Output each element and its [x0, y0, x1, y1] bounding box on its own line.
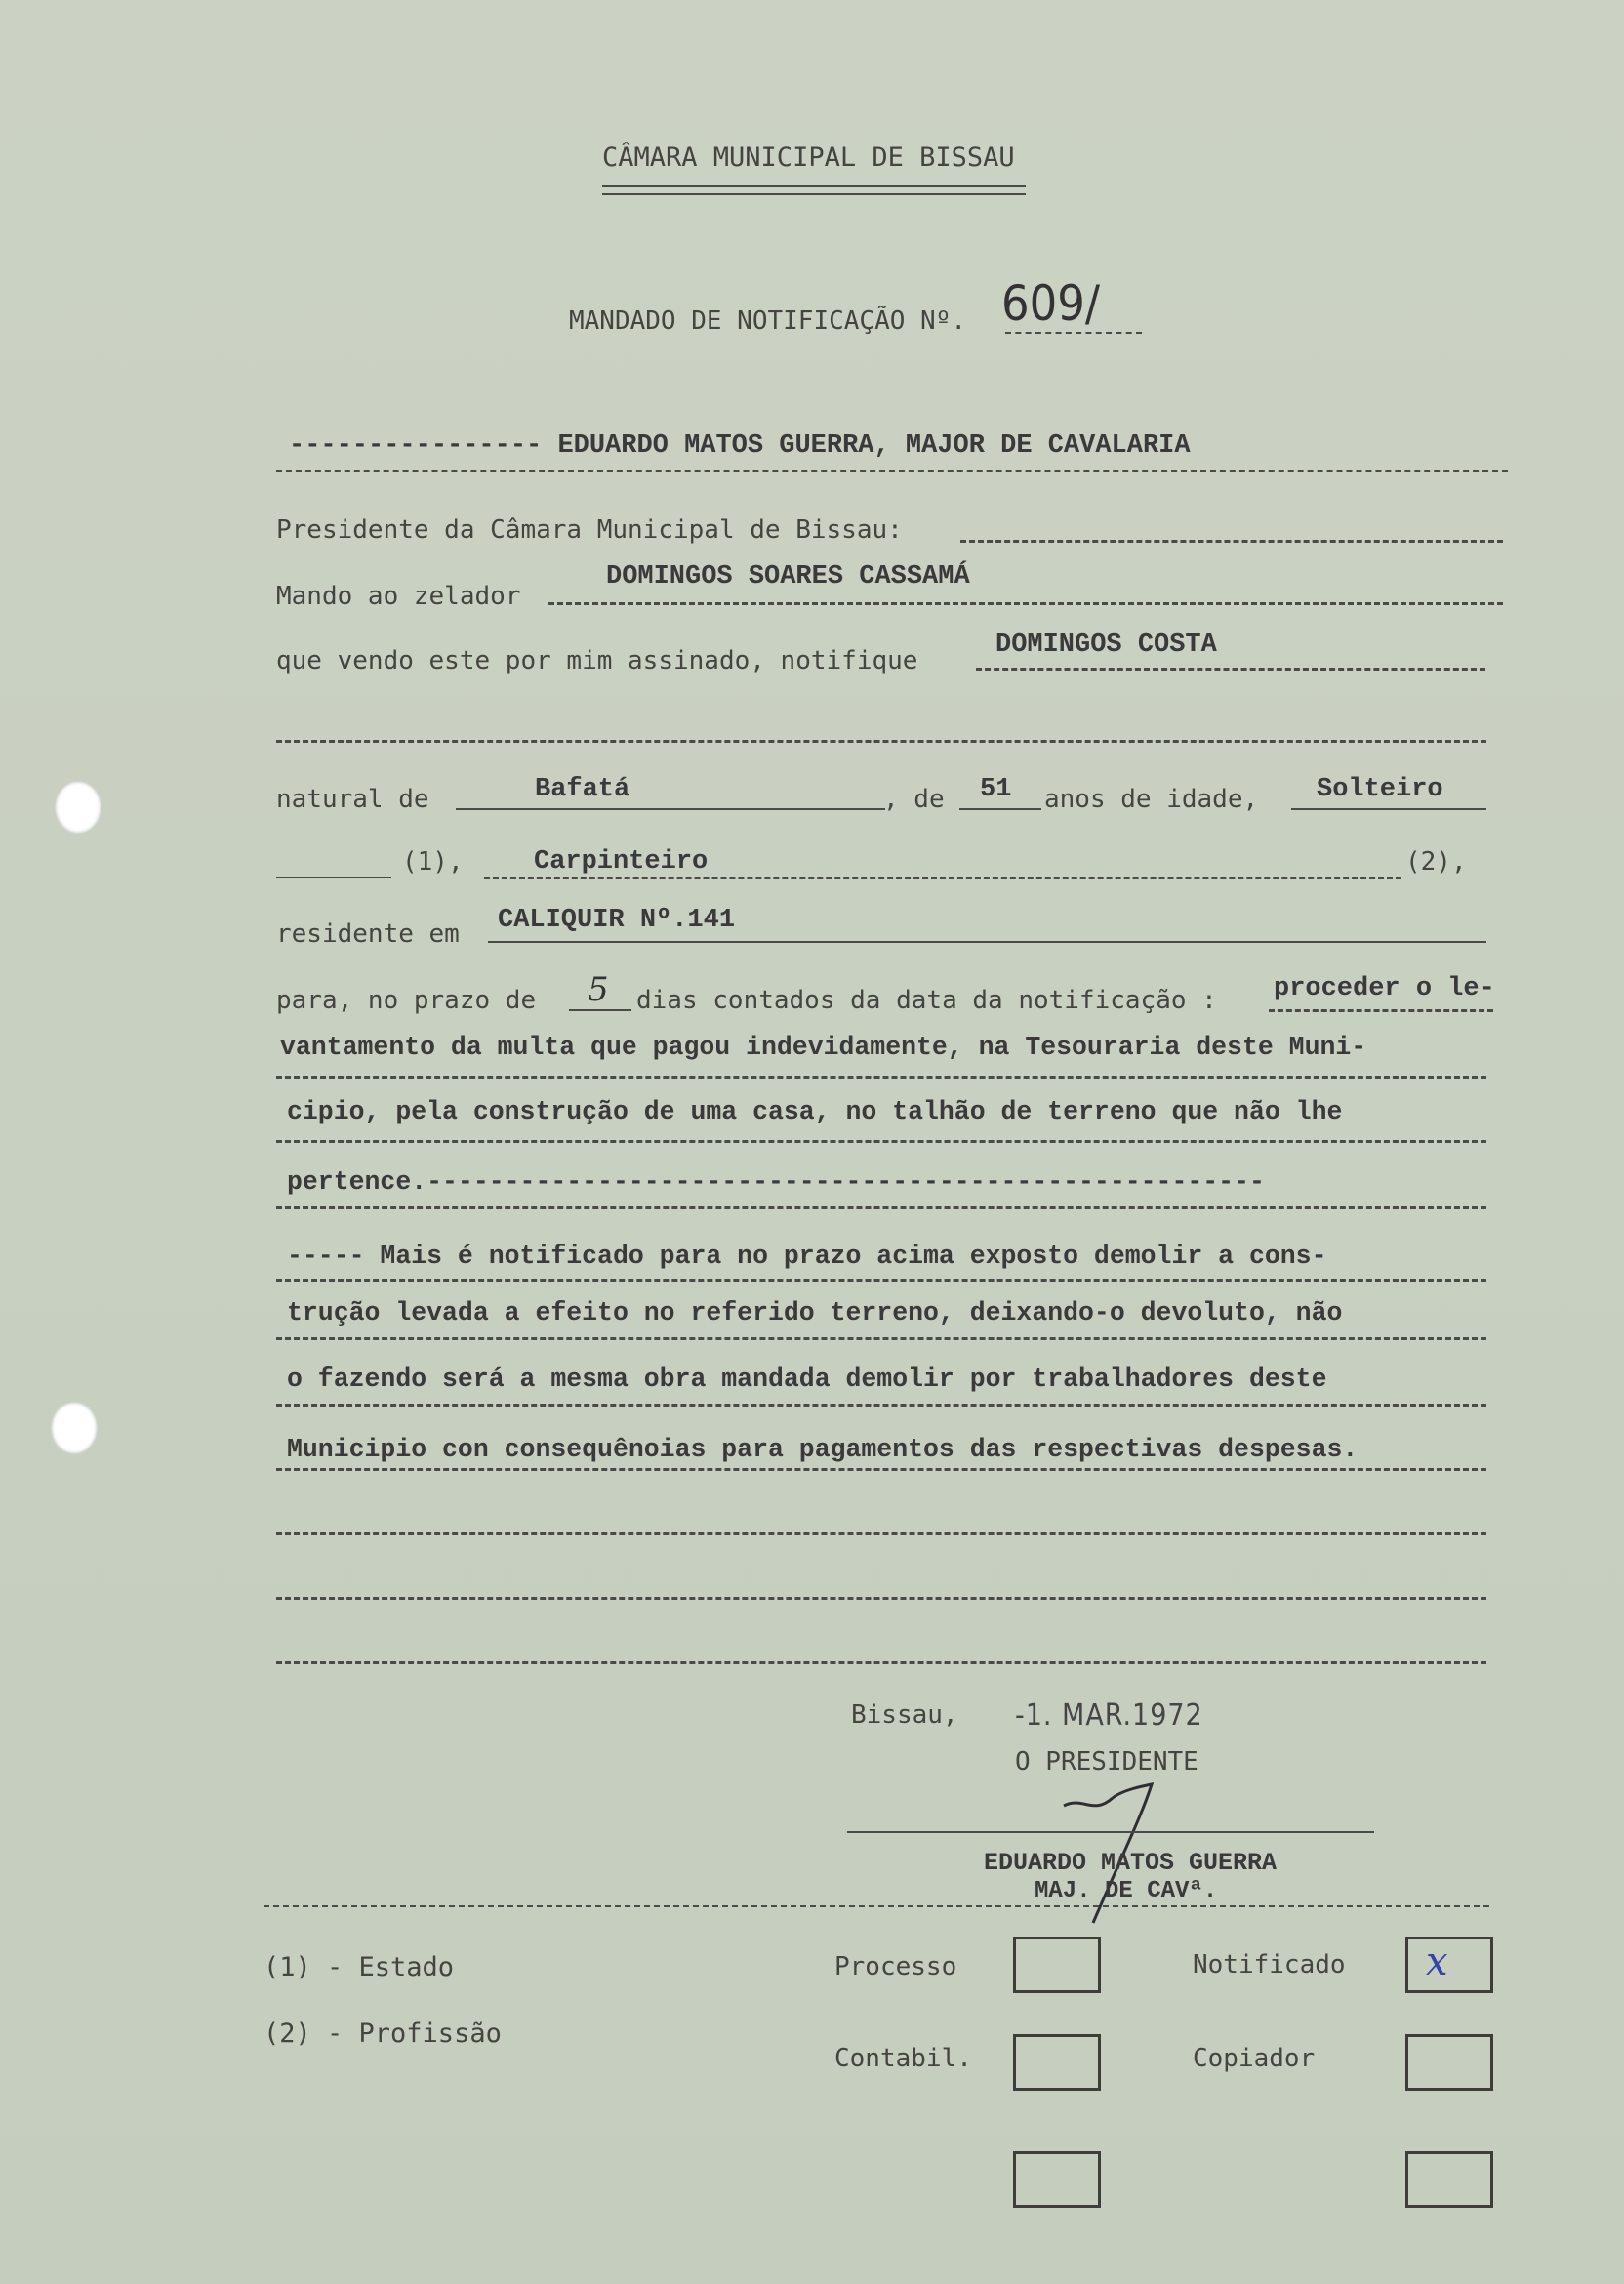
- blank-checkbox-left[interactable]: [1013, 2151, 1101, 2208]
- blank-line-4: [276, 1661, 1486, 1664]
- blank-line-2: [276, 1532, 1486, 1535]
- presidente-label: Presidente da Câmara Municipal de Bissau:: [276, 515, 903, 545]
- body-underline-5: [276, 1279, 1486, 1282]
- punch-hole-bottom: [51, 1402, 98, 1454]
- body-underline-4: [276, 1206, 1486, 1209]
- body-line-7: o fazendo será a mesma obra mandada demolir por trabalhadores deste: [287, 1365, 1327, 1394]
- title-underline-2: [602, 193, 1026, 195]
- mando-label: Mando ao zelador: [276, 582, 521, 611]
- blank-line-3: [276, 1597, 1486, 1600]
- estado-value: Solteiro: [1317, 775, 1443, 804]
- age-line: [959, 808, 1041, 810]
- estado-line: [1291, 808, 1486, 810]
- footer-divider: [264, 1905, 1489, 1907]
- residente-value: CALIQUIR Nº.141: [498, 906, 736, 935]
- profissao-line: [484, 877, 1401, 879]
- footnote-profissao: (2) - Profissão: [264, 2019, 502, 2049]
- notified-line: [976, 668, 1485, 671]
- contabil-checkbox[interactable]: [1013, 2034, 1101, 2091]
- signature-rank: MAJ. DE CAVª.: [1035, 1878, 1218, 1904]
- document-title: CÂMARA MUNICIPAL DE BISSAU: [602, 143, 1015, 173]
- contabil-label: Contabil.: [834, 2044, 972, 2073]
- body-line-5: ----- Mais é notificado para no prazo acima exposto demolir a cons-: [287, 1242, 1327, 1271]
- natural-line: [456, 808, 885, 810]
- body-underline-6: [276, 1337, 1486, 1340]
- processo-label: Processo: [834, 1952, 957, 1981]
- residente-line: [488, 941, 1486, 943]
- body-line-2: vantamento da multa que pagou indevidamente, na Tesouraria deste Muni-: [280, 1033, 1367, 1062]
- ref2-label: (2),: [1405, 847, 1467, 877]
- natural-label: natural de: [276, 785, 429, 814]
- notificado-label: Notificado: [1193, 1950, 1346, 1979]
- prazo-value: 5: [588, 970, 609, 1009]
- signature-line: [847, 1831, 1374, 1833]
- notified-name: DOMINGOS COSTA: [995, 631, 1217, 660]
- body-underline-7: [276, 1404, 1486, 1407]
- body-line-4: pertence.------------------------------------------------------: [287, 1167, 1265, 1197]
- signature-date: -1. MAR.1972: [1015, 1698, 1203, 1733]
- presidente-line: [960, 540, 1503, 543]
- de-label: , de: [883, 785, 945, 814]
- profissao-value: Carpinteiro: [534, 847, 709, 877]
- blank-checkbox-right[interactable]: [1405, 2151, 1493, 2208]
- body-underline-2: [276, 1076, 1486, 1079]
- ref1-label: (1),: [402, 847, 464, 877]
- issuer-underline: [276, 470, 1508, 472]
- copiador-label: Copiador: [1193, 2044, 1316, 2073]
- prazo-line: [569, 1009, 631, 1011]
- processo-checkbox[interactable]: [1013, 1937, 1101, 1993]
- signature-place: Bissau,: [851, 1700, 958, 1730]
- residente-label: residente em: [276, 919, 460, 949]
- zelador-name: DOMINGOS SOARES CASSAMÁ: [606, 562, 970, 591]
- mandado-number: 609/: [1001, 275, 1101, 332]
- blank-line-1: [276, 740, 1486, 743]
- mandado-number-line: [1005, 332, 1142, 334]
- zelador-line: [548, 602, 1503, 605]
- body-line-6: trução levada a efeito no referido terreno, deixando-o devoluto, não: [287, 1298, 1343, 1327]
- estado-cont-line: [276, 877, 391, 878]
- age-value: 51: [980, 775, 1012, 804]
- notificado-checkbox[interactable]: [1405, 1937, 1493, 1993]
- age-label: anos de idade,: [1044, 785, 1259, 814]
- body-line-8: Municipio con consequênoias para pagamentos das respectivas despesas.: [287, 1435, 1359, 1464]
- footnote-estado: (1) - Estado: [264, 1952, 455, 1982]
- body-underline-1: [1269, 1009, 1493, 1012]
- signature-role: O PRESIDENTE: [1015, 1747, 1198, 1776]
- prazo-label-b: dias contados da data da notificação :: [636, 986, 1217, 1015]
- title-underline-1: [602, 185, 1026, 187]
- body-line-1: proceder o le-: [1274, 974, 1495, 1003]
- notifique-label: que vendo este por mim assinado, notifique: [276, 646, 918, 675]
- signature-name: EDUARDO MATOS GUERRA: [984, 1849, 1278, 1877]
- issuer-line: ---------------- EDUARDO MATOS GUERRA, MAJOR DE CAVALARIA: [289, 431, 1191, 461]
- body-line-3: cipio, pela construção de uma casa, no talhão de terreno que não lhe: [287, 1097, 1343, 1126]
- body-underline-3: [276, 1140, 1486, 1143]
- notificado-check-mark: x: [1426, 1939, 1448, 1984]
- body-underline-8: [276, 1468, 1486, 1471]
- mandado-label: MANDADO DE NOTIFICAÇÃO Nº.: [569, 306, 966, 336]
- prazo-label-a: para, no prazo de: [276, 986, 537, 1015]
- punch-hole-top: [55, 781, 102, 834]
- copiador-checkbox[interactable]: [1405, 2034, 1493, 2091]
- natural-value: Bafatá: [535, 775, 630, 804]
